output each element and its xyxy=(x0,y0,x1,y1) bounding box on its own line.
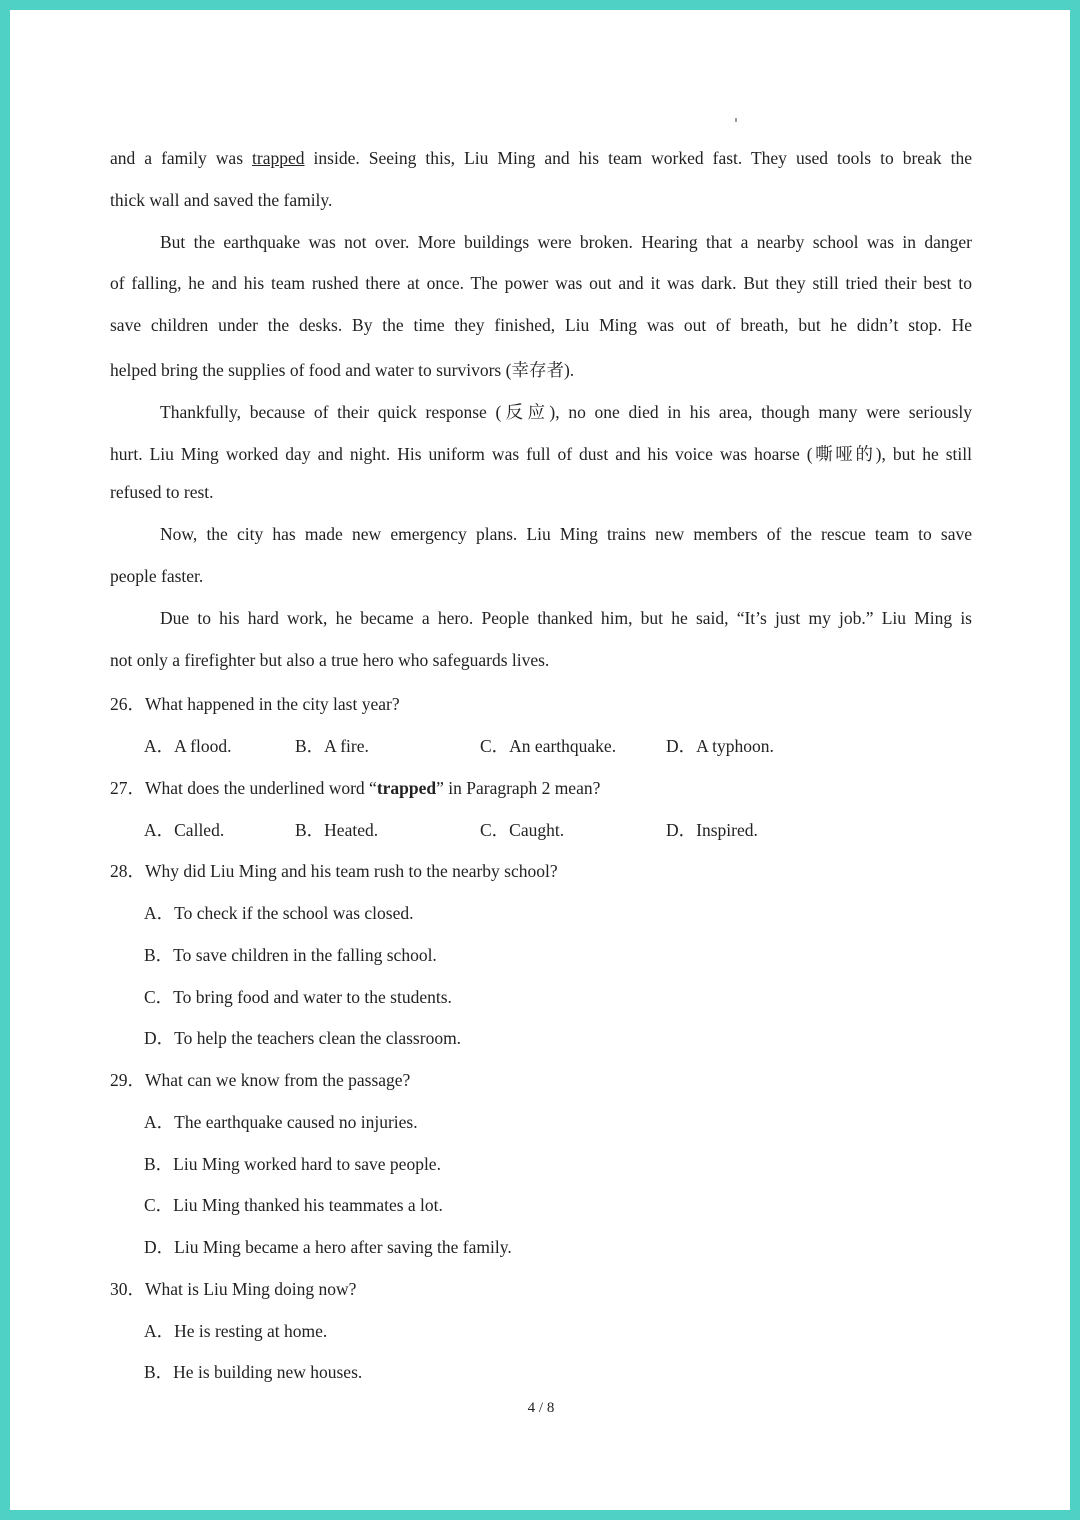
scan-mark xyxy=(735,118,737,122)
question-26: 26．What happened in the city last year? xyxy=(110,694,400,714)
passage-text: and a family was xyxy=(110,148,253,168)
option-d[interactable]: D．Liu Ming became a hero after saving the family. xyxy=(144,1237,512,1257)
passage-line: Due to his hard work, he became a hero. People thanked him, but he said, “It’s just my job.” Liu Ming is xyxy=(160,608,972,628)
option-a[interactable]: A．A flood. xyxy=(144,736,232,756)
passage-line: But the earthquake was not over. More buildings were broken. Hearing that a nearby school was in danger xyxy=(160,232,972,252)
option-d[interactable]: D．To help the teachers clean the classroom. xyxy=(144,1028,462,1048)
option-b[interactable]: B．A fire. xyxy=(295,736,369,756)
passage-line: Thankfully, because of their quick response (反应), no one died in his area, though many were seriously xyxy=(160,402,972,422)
option-b[interactable]: B．He is building new houses. xyxy=(144,1362,363,1382)
passage-text: inside. Seeing this, Liu Ming and his team worked fast. They used tools to break the xyxy=(304,148,972,168)
option-b[interactable]: B．Liu Ming worked hard to save people. xyxy=(144,1154,441,1174)
passage-line xyxy=(110,148,972,169)
question-text: 27．What does the underlined word “ xyxy=(110,778,377,798)
page-number: 4 / 8 xyxy=(527,1400,555,1416)
option-a[interactable]: A．The earthquake caused no injuries. xyxy=(144,1112,418,1132)
option-a[interactable]: A．He is resting at home. xyxy=(144,1321,328,1341)
option-c[interactable]: C．To bring food and water to the students. xyxy=(144,987,452,1007)
question-30: 30．What is Liu Ming doing now? xyxy=(110,1279,357,1299)
question-text: ” in Paragraph 2 mean? xyxy=(436,778,601,798)
passage-line: not only a firefighter but also a true hero who safeguards lives. xyxy=(110,650,550,670)
option-c[interactable]: C．An earthquake. xyxy=(480,736,617,756)
question-28: 28．Why did Liu Ming and his team rush to the nearby school? xyxy=(110,861,558,881)
question-27 xyxy=(110,775,600,800)
option-a[interactable]: A．To check if the school was closed. xyxy=(144,903,414,923)
passage-line: refused to rest. xyxy=(110,482,214,502)
passage-line: thick wall and saved the family. xyxy=(110,190,333,210)
question-bold-word: trapped xyxy=(376,778,437,798)
passage-line: hurt. Liu Ming worked day and night. His uniform was full of dust and his voice was hoarse (嘶哑的), but he still xyxy=(110,444,972,464)
option-b[interactable]: B．To save children in the falling school. xyxy=(144,945,437,965)
passage-line: of falling, he and his team rushed there at once. The power was out and it was dark. But they still tried their best to xyxy=(110,273,972,293)
option-d[interactable]: D．A typhoon. xyxy=(666,736,774,756)
question-29: 29．What can we know from the passage? xyxy=(110,1070,411,1090)
option-d[interactable]: D．Inspired. xyxy=(666,820,758,840)
passage-line: helped bring the supplies of food and water to survivors (幸存者). xyxy=(110,360,575,380)
page-frame xyxy=(10,10,1070,1510)
passage-line: Now, the city has made new emergency plans. Liu Ming trains new members of the rescue team to save xyxy=(160,524,972,544)
option-b[interactable]: B．Heated. xyxy=(295,820,379,840)
option-c[interactable]: C．Caught. xyxy=(480,820,565,840)
passage-line: people faster. xyxy=(110,566,204,586)
option-c[interactable]: C．Liu Ming thanked his teammates a lot. xyxy=(144,1195,443,1215)
underlined-word-trapped: trapped xyxy=(252,148,305,168)
passage-line: save children under the desks. By the time they finished, Liu Ming was out of breath, but he didn’t stop. He xyxy=(110,315,972,335)
option-a[interactable]: A．Called. xyxy=(144,820,225,840)
